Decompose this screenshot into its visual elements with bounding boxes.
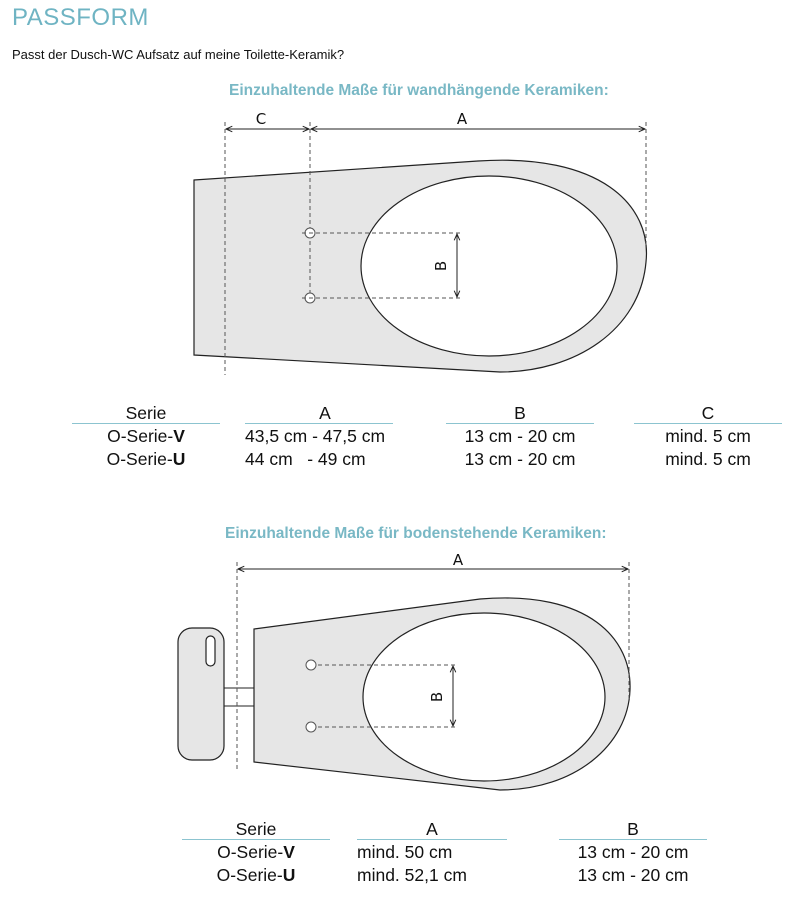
- floor-standing-diagram: [0, 545, 794, 795]
- floor-standing-heading: Einzuhaltende Maße für bodenstehende Keramiken:: [225, 525, 607, 542]
- intro-question: Passt der Dusch-WC Aufsatz auf meine Toilette-Keramik?: [12, 47, 345, 62]
- table-cell: 13 cm - 20 cm: [577, 842, 689, 862]
- wall-col-a-header: A: [319, 403, 331, 423]
- table-cell: mind. 5 cm: [665, 426, 751, 446]
- wall-dim-b-label: B: [432, 260, 450, 272]
- floor-mount-hole-top: [306, 660, 316, 670]
- table-cell: 13 cm - 20 cm: [464, 426, 576, 446]
- wall-col-a: [245, 403, 405, 471]
- table-row: O-Serie-V: [107, 426, 185, 446]
- table-cell: mind. 52,1 cm: [357, 865, 467, 885]
- floor-col-a: [357, 819, 507, 887]
- wall-col-b-header: B: [514, 403, 526, 423]
- floor-col-b-header: B: [627, 819, 639, 839]
- floor-mount-hole-bottom: [306, 722, 316, 732]
- wall-col-b: [446, 403, 594, 471]
- floor-dim-a-label: A: [452, 551, 464, 569]
- table-cell: 44 cm - 49 cm: [245, 449, 366, 469]
- floor-dim-b-label: B: [428, 691, 446, 703]
- table-cell: 13 cm - 20 cm: [464, 449, 576, 469]
- table-row: O-Serie-U: [106, 449, 186, 469]
- table-row: O-Serie-U: [216, 865, 296, 885]
- wall-col-c-header: C: [701, 403, 715, 423]
- table-cell: mind. 50 cm: [357, 842, 453, 862]
- page-title: PASSFORM: [12, 4, 149, 31]
- wall-col-series: [72, 403, 220, 471]
- wall-hung-diagram: [0, 0, 794, 400]
- floor-cistern-shape: [178, 628, 224, 760]
- wall-col-series-header: Serie: [125, 403, 167, 423]
- floor-ceramic-opening: [363, 613, 605, 781]
- wall-ceramic-opening: [361, 176, 617, 356]
- wall-col-c: [634, 403, 782, 471]
- wall-dim-a-label: A: [456, 110, 468, 128]
- table-cell: mind. 5 cm: [665, 449, 751, 469]
- table-row: O-Serie-V: [217, 842, 295, 862]
- floor-col-series-header: Serie: [235, 819, 277, 839]
- floor-col-a-header: A: [426, 819, 438, 839]
- table-cell: 43,5 cm - 47,5 cm: [245, 426, 386, 446]
- floor-col-b: [559, 819, 707, 887]
- wall-hung-heading: Einzuhaltende Maße für wandhängende Keramiken:: [229, 82, 609, 99]
- table-cell: 13 cm - 20 cm: [577, 865, 689, 885]
- floor-col-series: [182, 819, 330, 887]
- wall-dim-c-label: C: [255, 110, 267, 128]
- flush-button-icon: [206, 636, 215, 666]
